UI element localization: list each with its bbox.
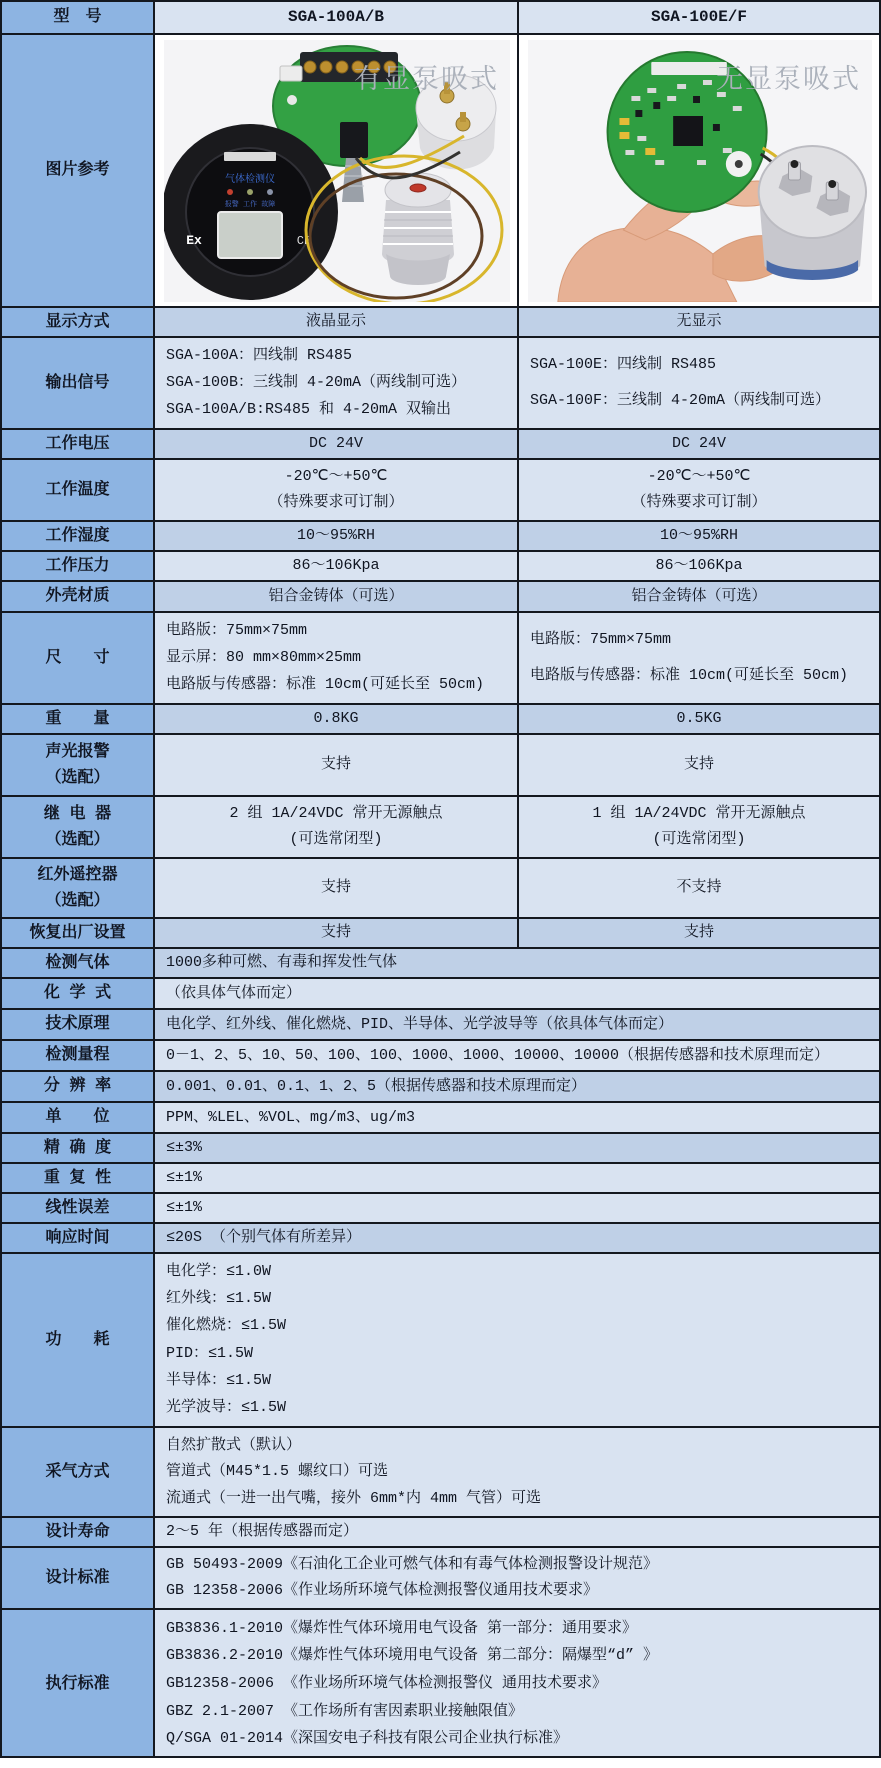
value-line: （选配） [45, 891, 110, 910]
value-line: （依具体气体而定） [166, 984, 302, 1002]
value-line: 工作温度 [45, 480, 110, 499]
value-cell [155, 430, 519, 458]
value-line: 自然扩散式（默认） [166, 1436, 302, 1454]
value-cell [155, 1428, 879, 1516]
spec-row [2, 430, 879, 460]
row-label [2, 1194, 155, 1222]
value-line: 电路版与传感器：标准 10cm(可延长至 50cm) [530, 667, 849, 684]
value-line: 1 组 1A/24VDC 常开无源触点 [592, 805, 806, 822]
value-line: 红外线：≤1.5W [166, 1290, 272, 1308]
value-line: 尺 寸 [45, 648, 110, 667]
value-line: 催化燃烧：≤1.5W [166, 1317, 287, 1335]
row-label [2, 1010, 155, 1039]
spec-row-full [2, 1518, 879, 1548]
right-watermark-text: 无显泵吸式 [716, 64, 861, 94]
value-line: 输出信号 [45, 373, 110, 392]
value-line: 技术原理 [45, 1015, 110, 1034]
value-line: 无显示 [676, 313, 722, 330]
detector-icon [164, 124, 338, 300]
value-line: GBZ 2.1-2007 《工作场所有害因素职业接触限值》 [166, 1702, 524, 1720]
row-label [2, 1103, 155, 1132]
spec-row-full [2, 949, 879, 979]
value-line: GB 50493-2009《石油化工企业可燃气体和有毒气体检测报警设计规范》 [166, 1556, 659, 1573]
product-photo-sga100ef [519, 35, 879, 306]
row-label [2, 613, 155, 703]
spec-row-full [2, 1010, 879, 1041]
value-line: PID：≤1.5W [166, 1344, 254, 1362]
spec-row-full [2, 979, 879, 1010]
value-line: 10～95%RH [659, 527, 738, 544]
value-line: 继 电 器 [43, 804, 112, 823]
row-label [2, 338, 155, 428]
row-label [2, 979, 155, 1008]
indicator-labels-text: 报警 工作 故障 [224, 201, 276, 209]
value-line: 功 耗 [45, 1330, 110, 1349]
value-line: DC 24V [671, 435, 726, 452]
value-line: GB3836.1-2010《爆炸性气体环境用电气设备 第一部分：通用要求》 [166, 1619, 638, 1637]
spec-row [2, 522, 879, 552]
value-line: 0.5KG [676, 710, 722, 727]
value-line: 设计寿命 [45, 1522, 110, 1541]
row-label [2, 1610, 155, 1758]
sensor-icon [382, 173, 454, 285]
value-cell [155, 1610, 879, 1758]
header-model-ef: SGA-100E/F [519, 2, 879, 33]
value-cell [155, 308, 519, 336]
value-cell [519, 308, 879, 336]
value-line: 10～95%RH [296, 527, 375, 544]
value-line: 红外遥控器 [37, 866, 118, 885]
value-cell [155, 859, 519, 917]
row-label [2, 522, 155, 550]
row-label [2, 1224, 155, 1252]
value-line: 支持 [683, 756, 714, 773]
product-photo-sga100ab [155, 35, 519, 306]
value-cell [155, 949, 879, 977]
value-cell [155, 1103, 879, 1132]
row-label [2, 460, 155, 520]
value-line: ≤±3% [166, 1139, 203, 1156]
value-cell [155, 919, 519, 947]
header-model-label: 型 号 [2, 2, 155, 33]
value-cell [155, 1518, 879, 1546]
value-line: 声光报警 [45, 742, 110, 761]
value-line: 电路版与传感器：标准 10cm(可延长至 50cm) [166, 676, 485, 693]
value-line: ≤±1% [166, 1169, 203, 1186]
left-watermark-text: 有显泵吸式 [354, 64, 499, 94]
value-line: GB3836.2-2010《爆炸性气体环境用电气设备 第二部分：隔爆型“d” 》 [166, 1647, 659, 1665]
value-cell [155, 1254, 879, 1426]
spec-row [2, 308, 879, 338]
value-line: DC 24V [308, 435, 363, 452]
value-line: 分 辨 率 [43, 1077, 112, 1096]
value-line: SGA-100E：四线制 RS485 [530, 356, 717, 373]
spec-row-full [2, 1224, 879, 1254]
value-line: 化 学 式 [43, 984, 112, 1003]
value-line: SGA-100A/B:RS485 和 4-20mA 双输出 [166, 401, 452, 418]
value-cell [155, 1548, 879, 1608]
value-cell [155, 1194, 879, 1222]
value-line: 铝合金铸体（可选） [268, 587, 404, 605]
spec-row [2, 859, 879, 919]
ce-mark-text: CE [296, 234, 312, 248]
value-line: 0.8KG [313, 710, 359, 727]
value-line: 恢复出厂设置 [29, 923, 126, 942]
row-label [2, 705, 155, 733]
spec-row-full [2, 1194, 879, 1224]
value-line: (可选常闭型) [652, 831, 746, 848]
spec-row [2, 705, 879, 735]
value-line: 半导体：≤1.5W [166, 1371, 272, 1389]
value-cell [519, 460, 879, 520]
row-label [2, 552, 155, 580]
value-line: 流通式（一进一出气嘴，接外 6mm*内 4mm 气管）可选 [166, 1489, 542, 1507]
value-line: 支持 [320, 879, 351, 896]
value-line: GB 12358-2006《作业场所环境气体检测报警仪通用技术要求》 [166, 1582, 599, 1599]
value-cell [519, 552, 879, 580]
value-cell [155, 1164, 879, 1192]
value-line: SGA-100A：四线制 RS485 [166, 347, 353, 364]
row-label [2, 919, 155, 947]
value-line: 2～5 年（根据传感器而定） [166, 1523, 359, 1540]
value-line: -20℃～+50℃ [284, 468, 388, 485]
value-cell [155, 705, 519, 733]
value-cell [519, 522, 879, 550]
value-line: -20℃～+50℃ [647, 468, 751, 485]
value-cell [519, 797, 879, 857]
row-label [2, 582, 155, 611]
value-line: GB12358-2006 《作业场所环境气体检测报警仪 通用技术要求》 [166, 1674, 608, 1692]
row-label [2, 1072, 155, 1101]
image-row-label: 图片参考 [2, 35, 155, 306]
value-cell [155, 582, 519, 611]
value-cell [155, 552, 519, 580]
value-line: 支持 [683, 924, 714, 941]
header-model-ab: SGA-100A/B [155, 2, 519, 33]
spec-row-full [2, 1103, 879, 1134]
spec-row [2, 460, 879, 522]
value-cell [155, 735, 519, 795]
value-line: 不支持 [676, 879, 722, 896]
spec-row-full [2, 1254, 879, 1428]
value-line: 响应时间 [45, 1228, 110, 1247]
spec-row-full [2, 1041, 879, 1072]
value-cell [519, 582, 879, 611]
value-line: （选配） [45, 830, 110, 849]
spec-row [2, 735, 879, 797]
image-reference-row [2, 35, 879, 308]
value-line: Q/SGA 01-2014《深国安电子科技有限公司企业执行标准》 [166, 1730, 569, 1748]
row-label [2, 1428, 155, 1516]
row-label [2, 1518, 155, 1546]
row-label [2, 797, 155, 857]
value-line: 支持 [320, 924, 351, 941]
value-line: 显示屏：80 mm×80mm×25mm [166, 649, 362, 666]
value-cell [155, 1224, 879, 1252]
spec-row-full [2, 1548, 879, 1610]
row-label [2, 859, 155, 917]
value-line: 电路版：75mm×75mm [166, 622, 308, 639]
spec-row-full [2, 1610, 879, 1758]
value-line: 管道式（M45*1.5 螺纹口）可选 [166, 1463, 389, 1480]
value-line: 支持 [320, 756, 351, 773]
row-label [2, 1134, 155, 1162]
value-line: 重 量 [45, 709, 110, 728]
spec-row-full [2, 1164, 879, 1194]
value-line: (可选常闭型) [289, 831, 383, 848]
value-cell [155, 1072, 879, 1101]
value-line: 工作湿度 [45, 526, 110, 545]
value-cell [155, 460, 519, 520]
value-line: 86～106Kpa [292, 557, 380, 574]
spec-row [2, 919, 879, 949]
value-line: PPM、%LEL、%VOL、mg/m3、ug/m3 [166, 1108, 416, 1126]
value-cell [155, 338, 519, 428]
value-line: 外壳材质 [45, 587, 110, 606]
value-cell [155, 1010, 879, 1039]
row-label [2, 1254, 155, 1426]
row-label [2, 1041, 155, 1070]
value-line: ≤±1% [166, 1199, 203, 1216]
value-cell [155, 1134, 879, 1162]
spec-row-full [2, 1428, 879, 1518]
value-line: 电路版：75mm×75mm [530, 631, 672, 648]
row-label [2, 1548, 155, 1608]
value-line: 86～106Kpa [655, 557, 743, 574]
row-label [2, 430, 155, 458]
value-line: SGA-100B：三线制 4-20mA（两线制可选） [166, 374, 467, 391]
value-line: 0.001、0.01、0.1、1、2、5（根据传感器和技术原理而定） [166, 1077, 587, 1095]
spec-row [2, 797, 879, 859]
value-line: 工作电压 [45, 434, 110, 453]
value-line: 采气方式 [45, 1462, 110, 1481]
lcd-title-text: 气体检测仪 [225, 175, 275, 186]
value-line: 显示方式 [45, 312, 110, 331]
value-cell [155, 979, 879, 1008]
value-line: 工作压力 [45, 556, 110, 575]
value-line: 铝合金铸体（可选） [631, 587, 767, 605]
table-header-row [2, 2, 879, 35]
value-line: 1000多种可燃、有毒和挥发性气体 [166, 954, 398, 971]
row-label [2, 949, 155, 977]
value-line: 0－1、2、5、10、50、100、100、1000、1000、10000、10000（根据传感器和技术原理而定） [166, 1046, 830, 1064]
value-line: 设计标准 [45, 1568, 110, 1587]
value-line: 检测量程 [45, 1046, 110, 1065]
value-line: 重 复 性 [43, 1168, 112, 1187]
value-cell [519, 338, 879, 428]
value-line: 电化学、红外线、催化燃烧、PID、半导体、光学波导等（依具体气体而定） [166, 1015, 674, 1033]
value-line: 线性误差 [45, 1198, 110, 1217]
sensor-icon [759, 146, 866, 280]
value-cell [155, 1041, 879, 1070]
value-line: 单 位 [45, 1108, 110, 1127]
value-line: 检测气体 [45, 953, 110, 972]
value-line: （特殊要求可订制） [631, 494, 767, 511]
value-line: （选配） [45, 768, 110, 787]
value-cell [519, 613, 879, 703]
spec-row [2, 552, 879, 582]
value-cell [519, 859, 879, 917]
value-cell [155, 522, 519, 550]
value-line: ≤20S （个别气体有所差异） [166, 1229, 362, 1246]
value-line: 2 组 1A/24VDC 常开无源触点 [229, 805, 443, 822]
value-line: （特殊要求可订制） [268, 494, 404, 511]
value-cell [519, 430, 879, 458]
spec-row-full [2, 1072, 879, 1103]
value-cell [519, 735, 879, 795]
value-cell [155, 797, 519, 857]
spec-row [2, 338, 879, 430]
value-line: 液晶显示 [305, 313, 366, 330]
value-line: 精 确 度 [43, 1138, 112, 1157]
value-cell [519, 705, 879, 733]
row-label [2, 308, 155, 336]
value-line: 执行标准 [45, 1674, 110, 1693]
value-line: 电化学：≤1.0W [166, 1263, 272, 1281]
value-line: SGA-100F：三线制 4-20mA（两线制可选） [530, 392, 831, 409]
spec-row [2, 582, 879, 613]
value-line: 光学波导：≤1.5W [166, 1398, 287, 1416]
row-label [2, 1164, 155, 1192]
row-label [2, 735, 155, 795]
spec-row-full [2, 1134, 879, 1164]
value-cell [155, 613, 519, 703]
spec-row [2, 613, 879, 705]
value-cell [519, 919, 879, 947]
ex-mark-text: Ex [186, 233, 202, 248]
